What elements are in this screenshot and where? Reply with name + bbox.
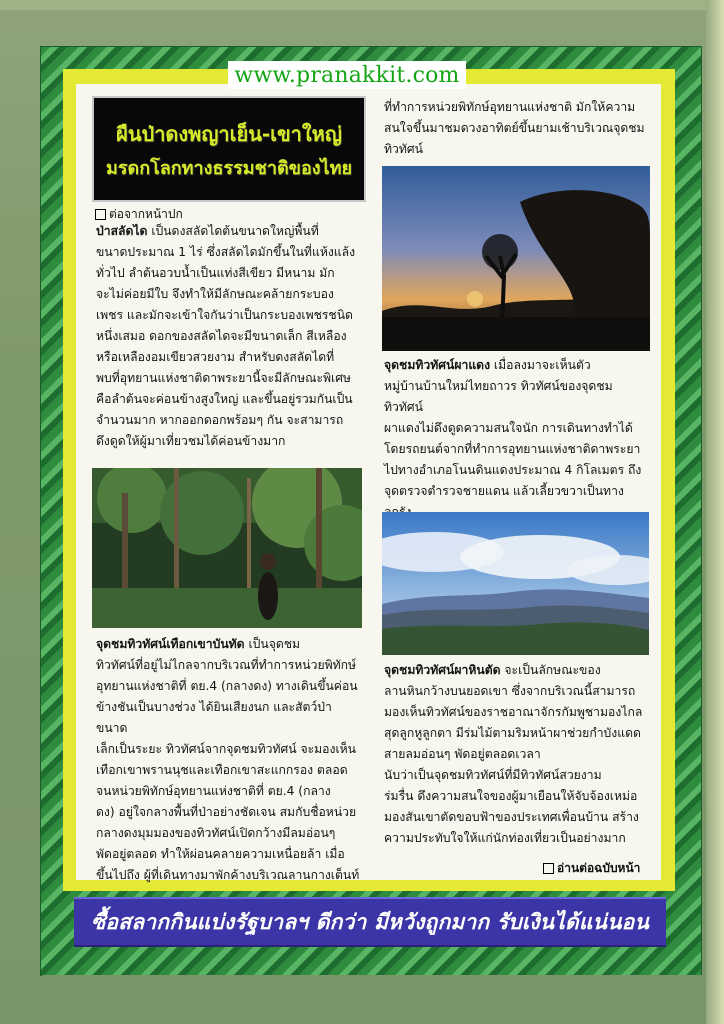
right-paragraph-3: จุดชมทิวทัศน์ผาแดง เมื่อลงมาจะเห็นตัว หมู่บ้านบ้านใหม่ไทยถาวร ทิวทัศน์ของจุดชมทิวทัศน์ ผาแดงไม่ดึงดูดความสนใจนัก การเดินทางทำได้ โดยรถยนต์จากที่ทำการอุทยานแห่งชาติดาพระยา ไปทางอำเภอโนนดินแดงประมาณ 4 กิโลเมตร ถึง จุดตรวจตำรวจชายแดน แล้วเลี้ยวขวาเป็นทาง <box>384 358 642 498</box>
right-intro: ที่ทำการหน่วยพิทักษ์อุทยานแห่งชาติ มักให้ความ สนใจขึ้นมาชมดวงอาทิตย์ขึ้นยามเช้าบริเวณจุดชม ทิวทัศน์ <box>384 100 645 156</box>
square-bullet-icon <box>95 209 106 220</box>
square-bullet-icon <box>543 863 554 874</box>
left-paragraph-1: ป่าสลัดได เป็นดงสลัดไดต้นขนาดใหญ่พื้นที่ ขนาดประมาณ 1 ไร่ ซึ่งสลัดไดมักขึ้นในที่แห้งแล้ง ทั่วไป ลำต้นอวบน้ำเป็นแท่งสีเขียว มีหนาม มัก จะไม่ค่อยมีใบ จึงทำให้มีลักษณะคล้ายกระบอง เพชร และมักจะเข้าใจกันว่าเป็นกระบองเพชรชนิด หนึ่งเสมอ ดอกของสลัดไดจะมีขนาดเล็ก สีเหลือง หรือเหลืองอมเขียวสวยงาม สำหรับดงสลัดไดที่ พบที่อุทยานแห่งชาติดาพระยานี้จะมีลักษณะพิเศษ คือลำต้นจะค่อนข้างสูงใหญ่ และขึ้นอยู่รวมกันเป็น จำนวนมาก หากออกดอกพร้อมๆ กัน จะสามารถ ดึงดูดให้ผู้มาเที่ยวชมได้ค่อนข้างมาก <box>96 224 356 448</box>
watermark-text: www.pranakkit.com <box>228 61 466 89</box>
lottery-banner: ซื้อสลากกินแบ่งรัฐบาลฯ ดีกว่า มีหวังถูกมาก รับเงินได้แน่นอน <box>74 897 666 947</box>
read-next-label: อ่านต่อฉบับหน้า <box>543 859 640 878</box>
forest-photo <box>92 468 362 628</box>
article-subtitle: มรดกโลกทางธรรมชาติของไทย <box>105 158 353 179</box>
article-title: ผืนป่าดงพญาเย็น-เขาใหญ่ <box>116 122 342 146</box>
right-page-edge <box>706 0 724 1024</box>
scan-top-edge <box>0 0 724 10</box>
right-paragraph-4: จุดชมทิวทัศน์ผาหินตัด จะเป็นลักษณะของ ลานหินกว้างบนยอดเขา ซึ่งจากบริเวณนี้สามารถ มองเห็นทิวทัศน์ของราชอาณาจักรกัมพูชามองไกล สุดลูกหูลูกตา มีร่มไม้ตามริมหน้าผาช่วยกำบังแดด สายลมอ่อนๆ พัดอยู่ตลอดเวลา นับว่าเป็นจุดชมทิวทัศน์ที่มีทิวทัศน์สวยงาม ร่มรื่น ดึงความสนใจของผู้มาเยือนให้จับจ้องเหม่อ มองสันเขาตัดขอบฟ้าของประเทศเพื่อนบ้าน สร้าง ความประทับใจให้แก่นักท่องเที่ยวเป็นอย่างมาก <box>384 663 643 845</box>
mountain-view-photo <box>382 512 649 655</box>
continued-from-label: ต่อจากหน้าปก <box>95 205 183 224</box>
sunset-rock-photo <box>382 166 650 351</box>
left-paragraph-2: จุดชมทิวทัศน์เทือกเขาบันทัด เป็นจุดชม ทิวทัศน์ที่อยู่ไม่ไกลจากบริเวณที่ทำการหน่วยพิทักษ์ อุทยานแห่งชาติที่ ตย.4 (กลางดง) ทางเดินขึ้นค่อน ข้างชันเป็นบางช่วง ได้ยินเสียงนก และสัตว์ป่าขนาด เล็กเป็นระยะ ทิวทัศน์จากจุดชมทิวทัศน์ จะมองเห็น เทือกเขาพรานนุชและเทือกเขาสะแกกรอง ตลอด จนหน่วยพิทักษ์อุทยานแห่งชาติที่ ตย.4 (กลาง ดง) อยู่ใจกลางพื้นที่ป่าอย่างชัดเจน สมกับชื่อหน่วย กลางดงมุมมองของทิวทัศน์เปิดกว้างมีลมอ่อนๆ พัดอยู่ตลอด ทำให้ผ่อนคลายความเหนื่อยล้า เมื่อ ขึ้นไปถึง ผู้ที่เดินทางมาพักค้างบริเวณลานกางเต็นท์ <box>96 637 360 882</box>
bottom-frame-shadow <box>42 975 702 1003</box>
article-title-box <box>92 96 366 202</box>
